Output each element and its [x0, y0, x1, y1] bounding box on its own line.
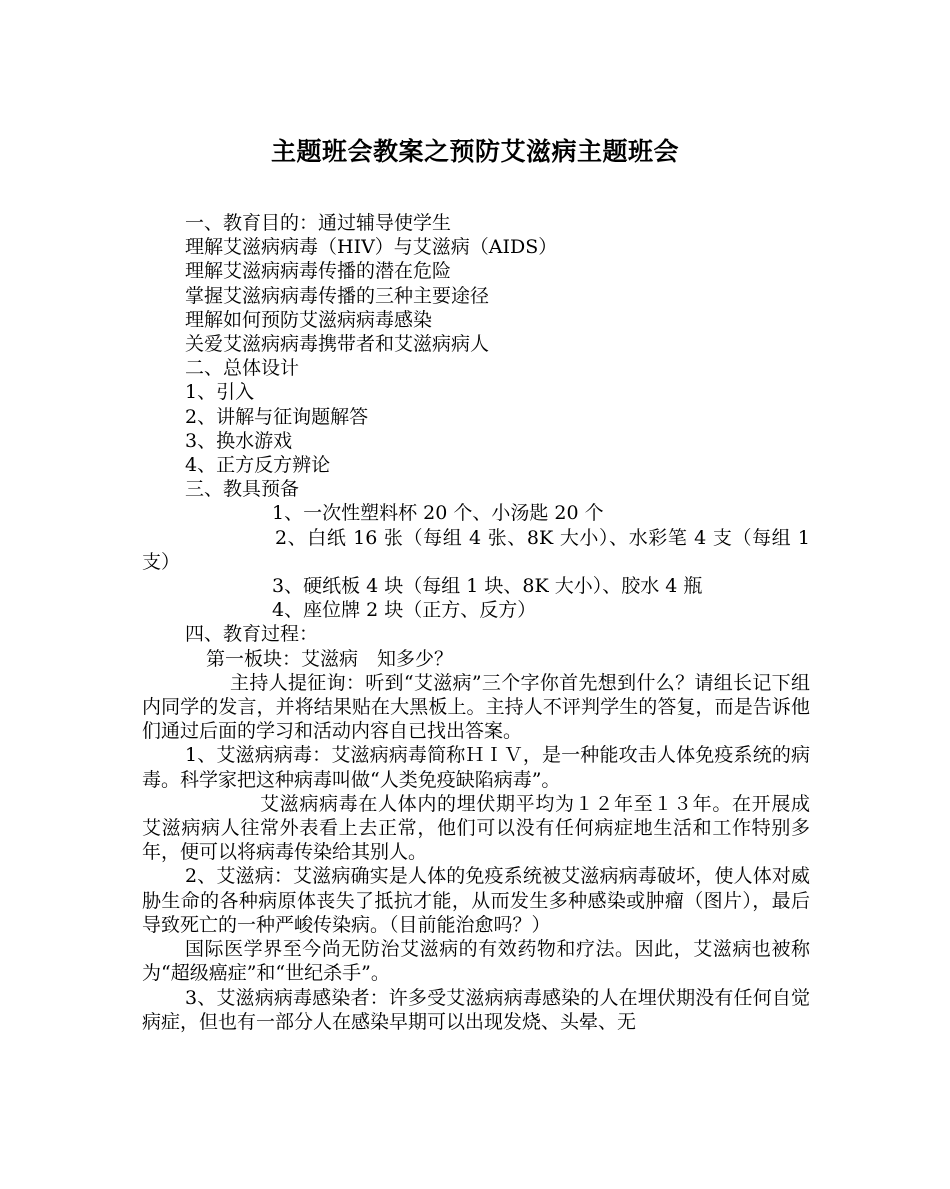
paragraph: 二、总体设计: [185, 357, 300, 380]
paragraph: 2、艾滋病：艾滋病确实是人体的免疫系统被艾滋病病毒破坏，使人体对威胁生命的各种病原体丧失了抵抗才能，从而发生多种感染或肿瘤（图片），最后导致死亡的一种严峻传染病。（目前能治愈吗？）: [142, 865, 810, 936]
paragraph: 艾滋病病毒在人体内的埋伏期平均为１２年至１３年。在开展成艾滋病病人往常外表看上去正常，他们可以没有任何病症地生活和工作特别多年，便可以将病毒传染给其别人。: [142, 792, 810, 864]
paragraph: 1、引入: [185, 381, 255, 404]
paragraph: 一、教育目的：通过辅导使学生: [185, 212, 452, 234]
document-title: 主题班会教案之预防艾滋病主题班会: [270, 137, 679, 166]
paragraph: 2、讲解与征询题解答: [185, 405, 369, 428]
paragraph: 三、教具预备: [185, 478, 300, 501]
paragraph: 理解艾滋病病毒传播的潜在危险: [185, 260, 452, 283]
paragraph: 4、正方反方辨论: [185, 454, 331, 477]
paragraph: 第一板块：艾滋病 知多少？: [206, 647, 454, 670]
paragraph: 1、艾滋病病毒：艾滋病病毒简称ＨＩＶ，是一种能攻击人体免疫系统的病毒。科学家把这种病毒叫做“人类免疫缺陷病毒”。: [142, 744, 810, 791]
paragraph: 关爱艾滋病病毒携带者和艾滋病病人: [185, 333, 490, 356]
paragraph: 4、座位牌 2 块（正方、反方）: [272, 599, 537, 622]
paragraph: 理解如何预防艾滋病病毒感染: [185, 308, 433, 331]
paragraph: 3、换水游戏: [185, 429, 293, 452]
paragraph: 四、教育过程：: [185, 623, 319, 646]
document-body: [142, 211, 810, 1034]
paragraph: 国际医学界至今尚无防治艾滋病的有效药物和疗法。因此，艾滋病也被称为“超级癌症”和“世纪杀手”。: [142, 938, 810, 985]
paragraph: 掌握艾滋病病毒传播的三种主要途径: [185, 284, 490, 307]
paragraph: 3、硬纸板 4 块（每组 1 块、8K 大小）、胶水 4 瓶: [272, 575, 703, 598]
paragraph: 2、白纸 16 张（每组 4 张、8K 大小）、水彩笔 4 支（每组 1 支）: [142, 526, 810, 573]
paragraph: 1、一次性塑料杯 20 个、小汤匙 20 个: [272, 502, 604, 525]
paragraph: 3、艾滋病病毒感染者：许多受艾滋病病毒感染的人在埋伏期没有任何自觉病症，但也有一部分人在感染早期可以出现发烧、头晕、无: [142, 986, 810, 1033]
paragraph: 理解艾滋病病毒（HIV）与艾滋病（AIDS）: [185, 236, 558, 259]
paragraph: 主持人提征询：听到“艾滋病”三个字你首先想到什么？请组长记下组内同学的发言，并将结果贴在大黑板上。主持人不评判学生的答复，而是告诉他们通过后面的学习和活动内容自已找出答案。: [142, 671, 810, 743]
